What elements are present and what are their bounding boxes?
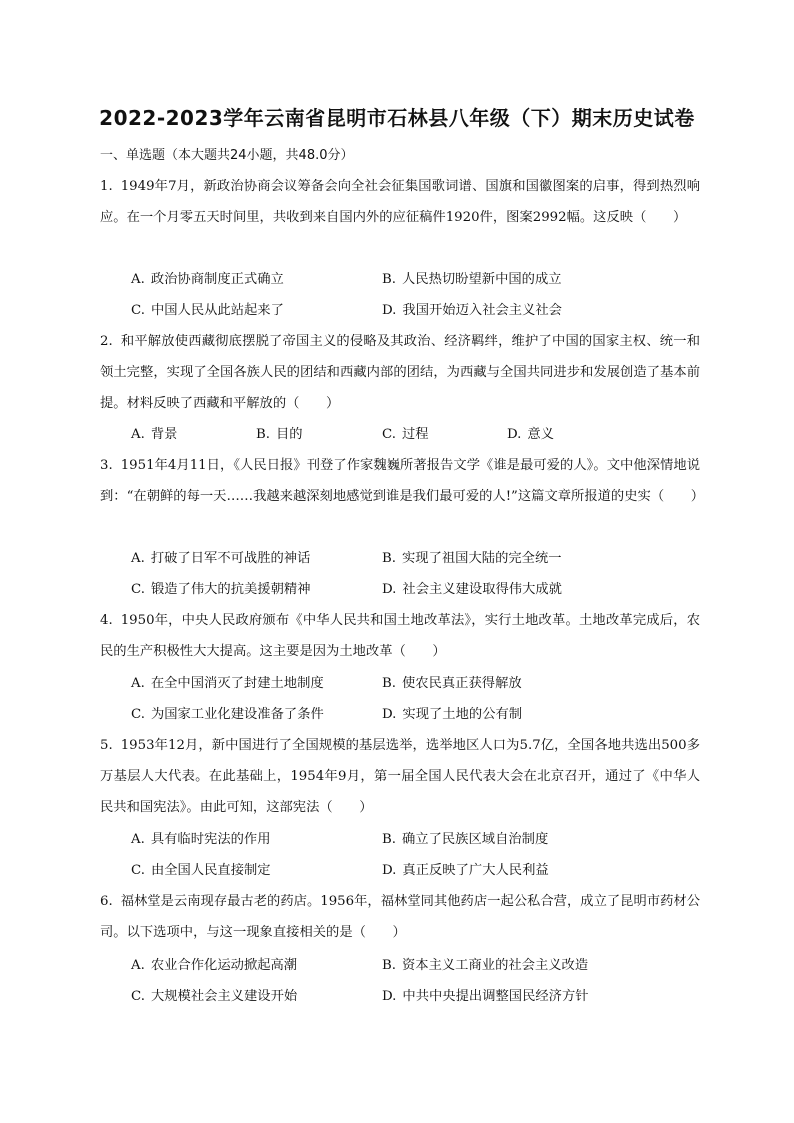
question-5-stem <box>100 730 700 823</box>
question-number: 1. <box>100 179 113 194</box>
question-text: 1951年4月11日，《人民日报》刊登了作家魏巍所著报告文学《谁是最可爱的人》。文中他深情地说到：“在朝鲜的每一天……我越来越深刻地感觉到谁是我们最可爱的人!”这篇文章所报道的史实（ ） <box>100 458 705 504</box>
option-label: A. <box>131 272 145 287</box>
option-text: 为国家工业化建设准备了条件 <box>150 707 324 722</box>
question-number: 3. <box>100 458 113 473</box>
option-label: B. <box>382 272 396 287</box>
option-d[interactable] <box>382 574 562 605</box>
option-label: C. <box>131 303 145 318</box>
option-label: D. <box>382 989 397 1004</box>
option-label: D. <box>382 707 397 722</box>
option-b[interactable] <box>256 419 303 450</box>
option-text: 中共中央提出调整国民经济方针 <box>402 989 589 1004</box>
question-text: 1950年，中央人民政府颁布《中华人民共和国土地改革法》，实行土地改革。土地改革完成后，农民的生产积极性大大提高。这主要是因为土地改革（ ） <box>100 613 700 659</box>
option-text: 中国人民从此站起来了 <box>150 303 284 318</box>
option-text: 真正反映了广大人民利益 <box>402 863 549 878</box>
option-c[interactable] <box>131 981 297 1012</box>
question-text: 和平解放使西藏彻底摆脱了帝国主义的侵略及其政治、经济羁绊，维护了中国的国家主权、统一和领土完整，实现了全国各族人民的团结和西藏内部的团结，为西藏与全国共同进步和发展创造了基本前提。材料反映了西藏和平解放的（ ） <box>100 334 700 411</box>
question-6-stem <box>100 886 700 948</box>
option-text: 人民热切盼望新中国的成立 <box>402 272 562 287</box>
option-a[interactable] <box>131 419 177 450</box>
section-heading: 一、单选题（本大题共24小题，共48.0分） <box>100 148 354 163</box>
option-text: 社会主义建设取得伟大成就 <box>402 582 562 597</box>
question-number: 2. <box>100 334 113 349</box>
question-text: 1949年7月，新政治协商会议筹备会向全社会征集国歌词谱、国旗和国徽图案的启事，得到热烈响应。在一个月零五天时间里，共收到来自国内外的应征稿件1920件，图案2992幅。这反映（ ） <box>100 179 700 225</box>
option-b[interactable] <box>382 543 562 574</box>
option-b[interactable] <box>382 668 522 699</box>
option-text: 由全国人民直接制定 <box>150 863 271 878</box>
option-label: D. <box>382 582 397 597</box>
question-4-stem <box>100 605 700 667</box>
option-text: 农业合作化运动掀起高潮 <box>150 958 298 973</box>
option-label: A. <box>131 551 145 566</box>
option-c[interactable] <box>131 295 284 326</box>
option-a[interactable] <box>131 668 324 699</box>
option-d[interactable] <box>382 295 562 326</box>
option-text: 大规模社会主义建设开始 <box>150 989 298 1004</box>
option-label: D. <box>507 427 522 442</box>
option-label: C. <box>131 863 145 878</box>
option-text: 意义 <box>527 427 555 442</box>
option-label: A. <box>131 676 145 691</box>
option-label: B. <box>382 551 396 566</box>
question-number: 4. <box>100 613 113 628</box>
option-label: A. <box>131 958 145 973</box>
option-label: A. <box>131 832 145 847</box>
option-label: B. <box>382 676 396 691</box>
question-text: 1953年12月，新中国进行了全国规模的基层选举，选举地区人口为5.7亿，全国各地共选出500多万基层人大代表。在此基础上，1954年9月，第一届全国人民代表大会在北京召开，通过了《中华人民共和国宪法》。由此可知，这部宪法（ ） <box>100 738 700 815</box>
option-d[interactable] <box>382 981 589 1012</box>
option-label: C. <box>131 707 145 722</box>
option-a[interactable] <box>131 824 271 855</box>
option-text: 政治协商制度正式确立 <box>150 272 284 287</box>
option-text: 确立了民族区域自治制度 <box>402 832 549 847</box>
question-number: 5. <box>100 738 113 753</box>
question-2-stem <box>100 326 700 419</box>
question-number: 6. <box>100 894 113 909</box>
option-label: A. <box>131 427 145 442</box>
option-label: B. <box>382 958 396 973</box>
option-d[interactable] <box>382 855 549 886</box>
option-label: D. <box>382 863 397 878</box>
option-text: 过程 <box>401 427 429 442</box>
option-b[interactable] <box>382 824 548 855</box>
option-c[interactable] <box>131 699 324 730</box>
option-label: C. <box>382 427 396 442</box>
option-text: 具有临时宪法的作用 <box>150 832 271 847</box>
option-b[interactable] <box>382 950 588 981</box>
option-d[interactable] <box>382 699 522 730</box>
option-c[interactable] <box>131 855 271 886</box>
option-text: 在全中国消灭了封建土地制度 <box>150 676 324 691</box>
option-text: 资本主义工商业的社会主义改造 <box>402 958 589 973</box>
option-text: 锻造了伟大的抗美援朝精神 <box>150 582 311 597</box>
option-d[interactable] <box>507 419 554 450</box>
option-c[interactable] <box>382 419 429 450</box>
option-label: B. <box>382 832 396 847</box>
option-text: 打破了日军不可战胜的神话 <box>150 551 311 566</box>
exam-title: 2022-2023学年云南省昆明市石林县八年级（下）期末历史试卷 <box>99 106 695 130</box>
option-text: 实现了土地的公有制 <box>402 707 523 722</box>
question-text: 福林堂是云南现存最古老的药店。1956年，福林堂同其他药店一起公私合营，成立了昆明市药材公司。以下选项中，与这一现象直接相关的是（ ） <box>100 894 700 940</box>
option-text: 使农民真正获得解放 <box>402 676 522 691</box>
question-3-stem <box>100 450 705 512</box>
option-text: 目的 <box>276 427 303 442</box>
option-b[interactable] <box>382 264 562 295</box>
option-a[interactable] <box>131 264 284 295</box>
option-text: 我国开始迈入社会主义社会 <box>402 303 562 318</box>
option-label: D. <box>382 303 397 318</box>
option-label: B. <box>256 427 270 442</box>
option-a[interactable] <box>131 543 310 574</box>
option-label: C. <box>131 989 145 1004</box>
option-c[interactable] <box>131 574 311 605</box>
option-label: C. <box>131 582 145 597</box>
option-text: 背景 <box>150 427 178 442</box>
option-text: 实现了祖国大陆的完全统一 <box>402 551 562 566</box>
question-1-stem <box>100 171 700 233</box>
option-a[interactable] <box>131 950 297 981</box>
